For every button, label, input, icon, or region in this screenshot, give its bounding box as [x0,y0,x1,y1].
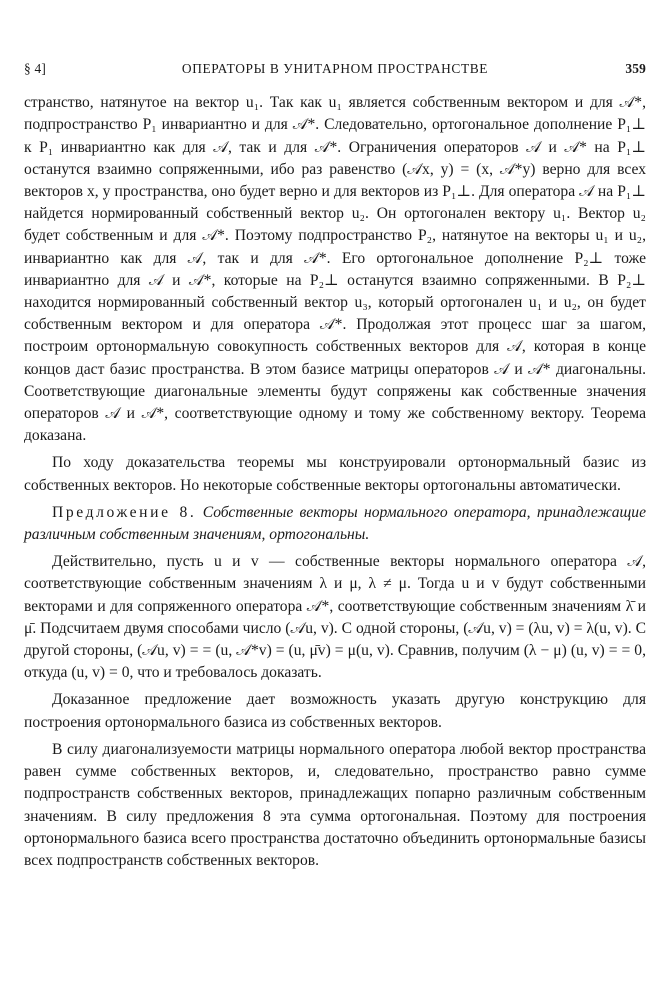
proposition-8 [24,502,646,546]
paragraph-remark: По ходу доказательства теоремы мы конструировали ортонормальный базис из собственных векторов. Но некоторые собственные векторы ортогональны автоматически. [24,454,646,494]
running-header [24,58,646,80]
page-number: 359 [625,61,646,76]
proposition-label: Предложение 8. [52,503,197,521]
paragraph-construction: Доказанное предложение дает возможность указать другую конструкцию для построения ортонормального базиса из собственных векторов. [24,691,646,731]
paragraph-proof: Действительно, пусть u и v — собственные векторы нормального оператора 𝒜, соответствующие собственным значениям λ и μ, λ ≠ μ. Тогда u и v будут собственными векторами и для сопряженного оператора 𝒜*, соответствующие собственным значениям λ̄ и μ̄. Подсчитаем двумя способами число (𝒜u, v). С одной стороны, (𝒜u, v) = (λu, v) = λ(u, v). С другой стороны, (𝒜u, v) = = (u, 𝒜*v) = (u, μ̄v) = μ(u, v). Сравнив, получим (λ − μ) (u, v) = = 0, откуда (u, v) = 0, что и требовалось доказать. [24,553,646,682]
book-page [24,58,646,978]
section-marker: § 4] [24,61,46,76]
paragraph-continuation: странство, натянутое на вектор u₁. Так как u₁ является собственным вектором и для 𝒜*, подпространство P₁ инвариантно и для 𝒜*. Следовательно, ортогональное дополнение P₁⊥ к P₁ инвариантно как для 𝒜, так и для 𝒜*. Ограничения операторов 𝒜 и 𝒜* на P₁⊥ останутся взаимно сопряженными, ибо раз равенство (𝒜x, y) = (x, 𝒜*y) верно для всех векторов x, y пространства, оно будет верно и для векторов из P₁⊥. Для оператора 𝒜 на P₁⊥ найдется нормированный собственный вектор u₂. Он ортогонален вектору u₁. Вектор u₂ будет собственным и для 𝒜*. Поэтому подпространство P₂, натянутое на векторы u₁ и u₂, инвариантно как для 𝒜, так и для 𝒜*. Его ортогональное дополнение P₂⊥ тоже инвариантно для 𝒜 и 𝒜*, которые на P₂⊥ останутся взаимно сопряженными. В P₂⊥ находится нормированный собственный вектор u₃, который ортогонален u₁ и u₂, он будет собственным вектором и для оператора 𝒜*. Продолжая этот процесс шаг за шагом, построим ортонормальную совокупность собственных векторов для 𝒜, которая в конце концов даст базис пространства. В этом базисе матрицы операторов 𝒜 и 𝒜* диагональны. Соответствующие диагональные элементы будут сопряжены как собственные значения операторов 𝒜 и 𝒜*, соответствующие одному и тому же собственному вектору. Теорема доказана. [24,94,646,445]
paragraph-diagonalization: В силу диагонализуемости матрицы нормального оператора любой вектор пространства равен сумме собственных векторов, и, следовательно, пространство равно сумме подпространств собственных векторов, принадлежащих попарно различным собственным значениям. В силу предложения 8 эта сумма ортогональная. Поэтому для построения ортонормального базиса всего пространства достаточно объединить ортонормальные базисы всех подпространств собственных векторов. [24,740,646,869]
chapter-title: ОПЕРАТОРЫ В УНИТАРНОМ ПРОСТРАНСТВЕ [181,61,489,76]
proposition-statement: Собственные векторы нормального оператора, принадлежащие различным собственным значениям, ортогональны. [24,503,646,544]
